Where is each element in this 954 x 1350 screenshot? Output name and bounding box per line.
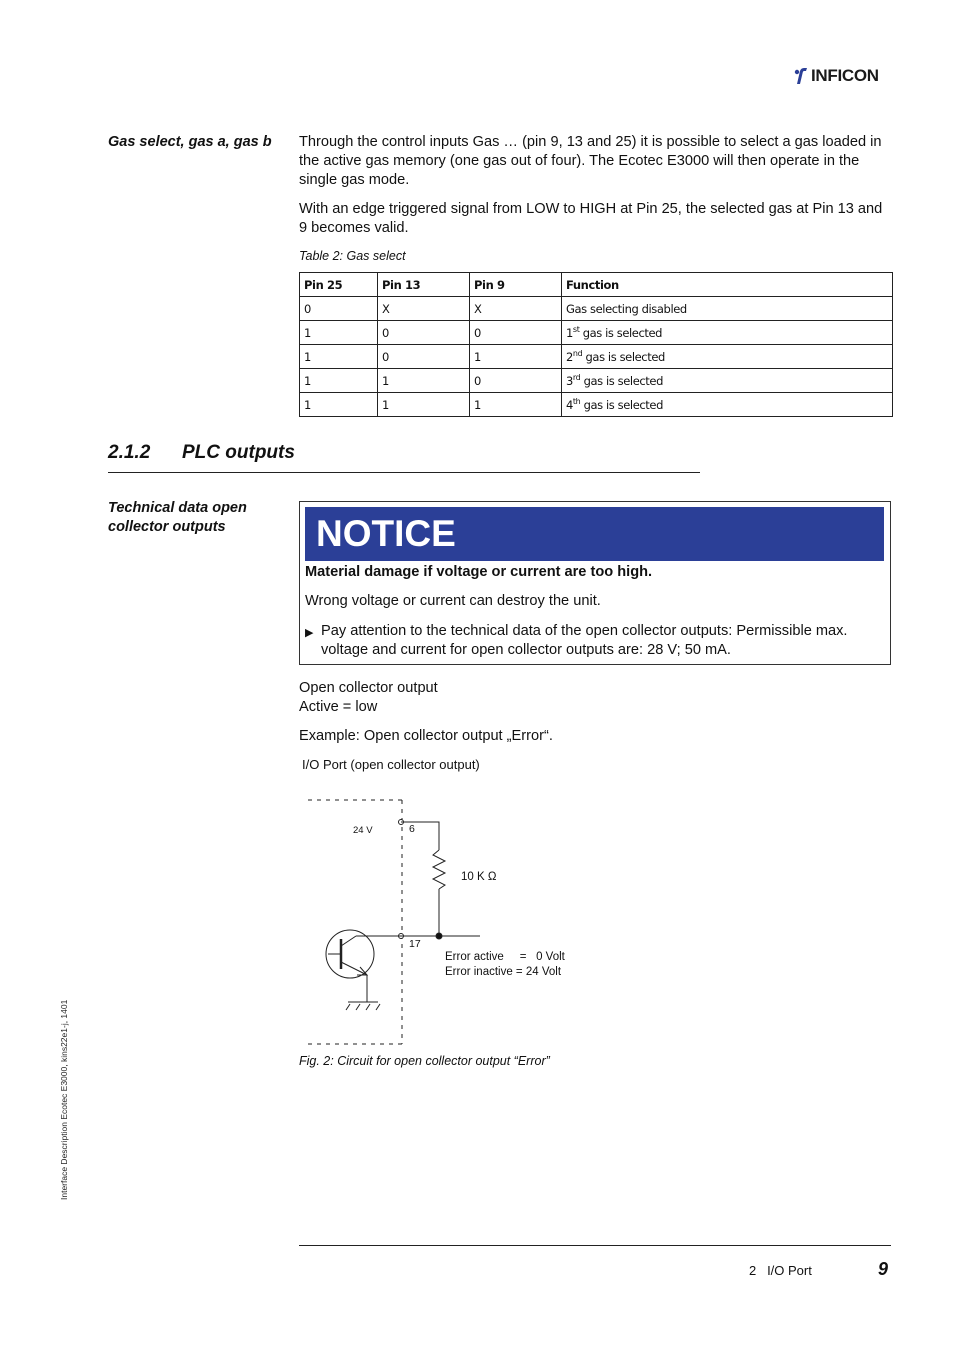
function-suffix: th	[572, 397, 581, 407]
technical-data-heading-line-2: collector outputs	[108, 519, 226, 535]
function-suffix: rd	[572, 373, 581, 383]
pin-17-label: 17	[409, 938, 421, 950]
function-text: gas is selected	[580, 397, 663, 412]
voltage-label: 24 V	[353, 825, 373, 836]
document-id: Interface Description Ecotec E3000, kins22e1-j, 1401	[59, 999, 69, 1200]
supply-wire	[401, 822, 439, 850]
resistor-label: 10 K Ω	[461, 871, 497, 883]
function-text: gas is selected	[582, 349, 665, 364]
cell-pin-9: 1	[470, 345, 562, 369]
logo-text: INFICON	[811, 66, 879, 85]
gas-select-paragraph-2: With an edge triggered signal from LOW to HIGH at Pin 25, the selected gas at Pin 13 and 9 becomes valid.	[299, 201, 883, 236]
output-example: Example: Open collector output „Error“.	[299, 728, 553, 744]
io-port-label: I/O Port (open collector output)	[302, 757, 480, 772]
notice-heading: Material damage if voltage or current are too high.	[305, 564, 653, 580]
function-number: 2	[566, 349, 573, 364]
cell-pin-9: 0	[470, 321, 562, 345]
technical-data-heading-line-1: Technical data open	[108, 500, 247, 516]
table-caption: Table 2: Gas select	[299, 249, 406, 263]
cell-pin-13: X	[378, 297, 470, 321]
cell-pin-13: 0	[378, 345, 470, 369]
error-active-label: Error active = 0 Volt	[445, 951, 565, 963]
cell-pin-25: 1	[300, 345, 378, 369]
function-text: gas is selected	[580, 373, 663, 388]
cell-pin-13: 1	[378, 369, 470, 393]
header-pin-25: Pin 25	[300, 273, 378, 297]
function-number: 3	[566, 373, 573, 388]
cell-pin-9: 1	[470, 393, 562, 417]
junction-dot	[436, 933, 442, 939]
emitter-lead	[341, 962, 367, 975]
function-suffix: st	[572, 325, 580, 335]
header-pin-9: Pin 9	[470, 273, 562, 297]
cell-pin-25: 1	[300, 393, 378, 417]
cell-pin-25: 0	[300, 297, 378, 321]
resistor-icon	[433, 850, 445, 889]
header-function: Function	[562, 273, 893, 297]
cell-pin-13: 0	[378, 321, 470, 345]
collector-lead	[341, 936, 356, 946]
error-inactive-label: Error inactive = 24 Volt	[445, 966, 562, 978]
header-pin-13: Pin 13	[378, 273, 470, 297]
page-number: 9	[878, 1259, 889, 1279]
ground-hatch	[346, 1004, 350, 1010]
function-suffix: nd	[572, 349, 583, 359]
notice-title: NOTICE	[316, 513, 456, 554]
footer-section-ref: 2 I/O Port	[749, 1263, 812, 1278]
cell-pin-25: 1	[300, 369, 378, 393]
output-line-2: Active = low	[299, 699, 378, 715]
section-number: 2.1.2	[108, 442, 151, 463]
figure-caption: Fig. 2: Circuit for open collector output “Error”	[299, 1054, 550, 1068]
function-text: gas is selected	[579, 325, 663, 340]
pin-6-label: 6	[409, 823, 415, 835]
ground-hatch	[366, 1004, 370, 1010]
output-line-1: Open collector output	[299, 680, 438, 696]
notice-bullet-text: Pay attention to the technical data of the open collector outputs: Permissible max. voltage and current for open collector outputs are: 28 V; 50 mA.	[321, 623, 848, 658]
gas-select-paragraph-1: Through the control inputs Gas … (pin 9, 13 and 25) it is possible to select a gas loaded in the active gas memory (one gas out of four). The Ecotec E3000 will then operate in the single gas mode.	[299, 134, 882, 188]
function-number: 1	[566, 325, 573, 340]
function-number: 4	[566, 397, 573, 412]
gas-select-heading: Gas select, gas a, gas b	[108, 134, 272, 150]
notice-text: Wrong voltage or current can destroy the unit.	[305, 593, 601, 609]
cell-pin-9: X	[470, 297, 562, 321]
section-title: PLC outputs	[182, 442, 295, 463]
ground-hatch	[356, 1004, 360, 1010]
cell-pin-13: 1	[378, 393, 470, 417]
footer-divider	[299, 1245, 891, 1246]
bullet-arrow-icon: ▶	[305, 627, 314, 639]
cell-pin-25: 1	[300, 321, 378, 345]
function-text: Gas selecting disabled	[566, 301, 687, 316]
ground-hatch	[376, 1004, 380, 1010]
cell-pin-9: 0	[470, 369, 562, 393]
